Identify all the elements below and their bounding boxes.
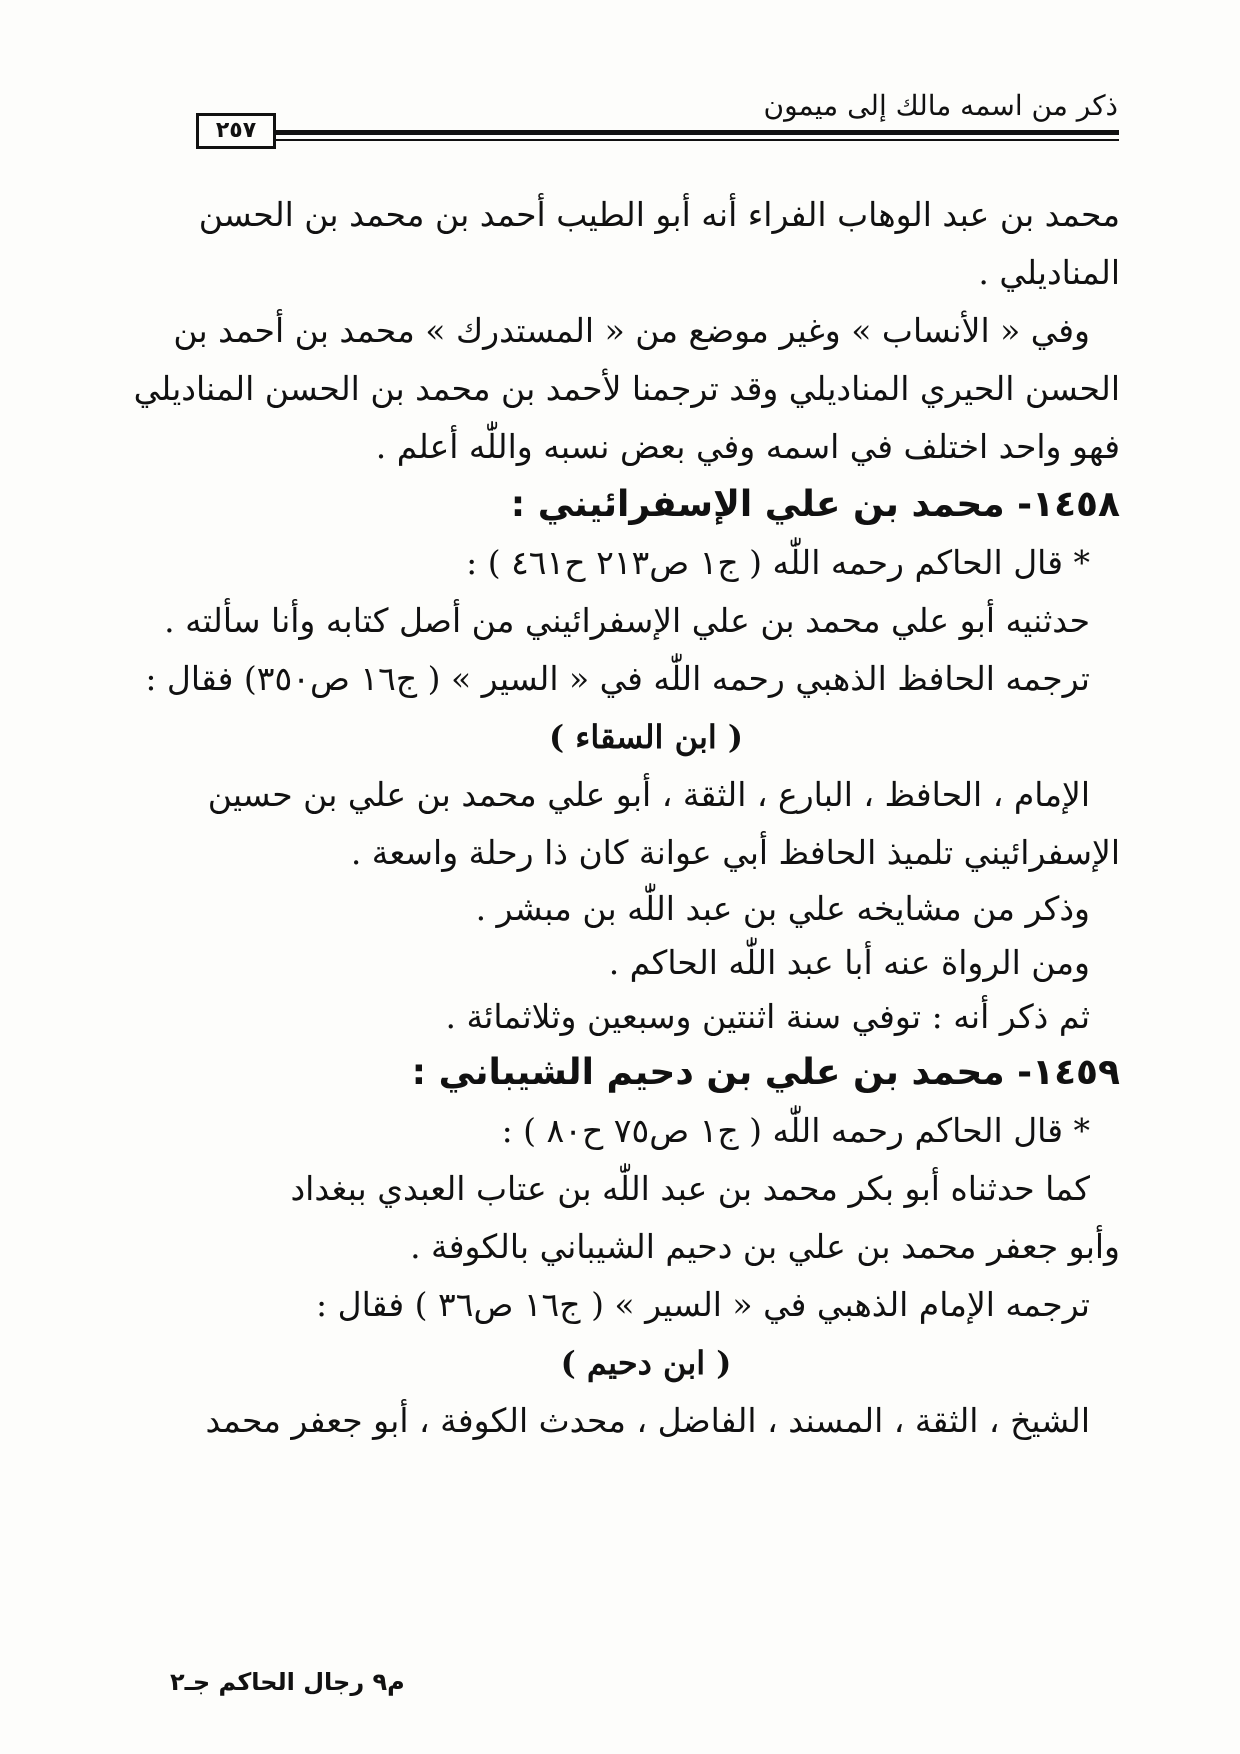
page-number: ٢٥٧ <box>196 113 276 149</box>
footer-signature: م٩ رجال الحاكم جـ٢ <box>170 1668 405 1696</box>
text-line: المناديلي . <box>978 253 1120 292</box>
text-line: ترجمه الحافظ الذهبي رحمه اللّٰه في « السير » ( ج١٦ ص٣٥٠) فقال : <box>145 659 1090 698</box>
text-line: ترجمه الإمام الذهبي في « السير » ( ج١٦ ص٣٦ ) فقال : <box>316 1285 1090 1324</box>
text-line: كما حدثناه أبو بكر محمد بن عبد اللّٰه بن عتاب العبدي ببغداد <box>290 1169 1090 1208</box>
text-line: حدثنيه أبو علي محمد بن علي الإسفرائيني من أصل كتابه وأنا سألته . <box>164 601 1090 640</box>
header-rule-thick <box>276 130 1119 135</box>
header-rule-thin <box>276 139 1119 141</box>
text-line: ثم ذكر أنه : توفي سنة اثنتين وسبعين وثلاثمائة . <box>445 997 1090 1036</box>
text-line: وفي « الأنساب » وغير موضع من « المستدرك » محمد بن أحمد بن <box>173 311 1090 350</box>
text-line: الشيخ ، الثقة ، المسند ، الفاضل ، محدث الكوفة ، أبو جعفر محمد <box>205 1401 1090 1440</box>
text-line: الإسفرائيني تلميذ الحافظ أبي عوانة كان ذا رحلة واسعة . <box>350 833 1120 872</box>
text-line: ومن الرواة عنه أبا عبد اللّٰه الحاكم . <box>608 943 1090 982</box>
entry-heading-1459: ١٤٥٩- محمد بن علي بن دحيم الشيباني : <box>411 1052 1120 1093</box>
text-line: الحسن الحيري المناديلي وقد ترجمنا لأحمد بن محمد بن الحسن المناديلي <box>133 369 1120 408</box>
text-line: فهو واحد اختلف في اسمه وفي بعض نسبه واللّٰه أعلم . <box>375 427 1120 466</box>
running-title: ذكر من اسمه مالك إلى ميمون <box>763 89 1118 122</box>
entry-heading-1458: ١٤٥٨- محمد بن علي الإسفرائيني : <box>510 484 1120 525</box>
text-line: وذكر من مشايخه علي بن عبد اللّٰه بن مبشر . <box>475 889 1090 928</box>
text-line: محمد بن عبد الوهاب الفراء أنه أبو الطيب أحمد بن محمد بن الحسن <box>198 195 1120 234</box>
page-body <box>133 186 1120 1450</box>
subtitle-ibn-duhaym: ( ابن دحيم ) <box>560 1344 732 1382</box>
subtitle-ibn-al-saqqa: ( ابن السقاء ) <box>548 718 744 756</box>
text-line: * قال الحاكم رحمه اللّٰه ( ج١ ص٢١٣ ح٤٦١ ) : <box>466 543 1090 582</box>
text-line: * قال الحاكم رحمه اللّٰه ( ج١ ص٧٥ ح٨٠ ) : <box>501 1111 1090 1150</box>
text-line: الإمام ، الحافظ ، البارع ، الثقة ، أبو علي محمد بن علي بن حسين <box>207 775 1090 814</box>
text-line: وأبو جعفر محمد بن علي بن دحيم الشيباني بالكوفة . <box>410 1227 1120 1266</box>
